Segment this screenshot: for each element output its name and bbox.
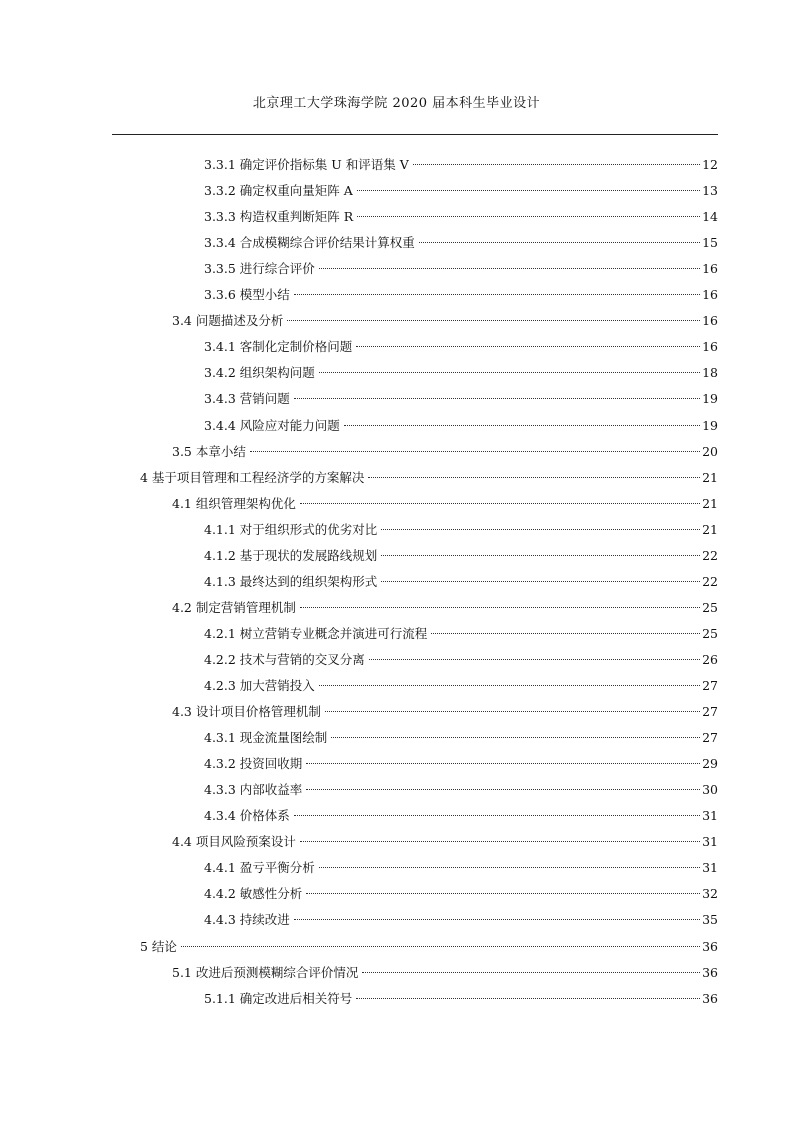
toc-entry-label: 3.4.2 组织架构问题 — [204, 365, 315, 381]
toc-dot-leader — [319, 372, 700, 373]
toc-dot-leader — [300, 503, 700, 504]
toc-entry-page-number: 36 — [702, 938, 718, 954]
toc-entry-label: 4.2.3 加大营销投入 — [204, 678, 315, 693]
toc-dot-leader — [319, 268, 700, 269]
toc-dot-leader — [250, 451, 700, 452]
toc-entry-label: 4.3.4 价格体系 — [204, 808, 290, 824]
toc-entry-label: 3.4.1 客制化定制价格问题 — [204, 339, 353, 355]
toc-entry-label: 3.3.6 模型小结 — [204, 287, 290, 303]
toc-entry-page-number: 21 — [702, 469, 718, 485]
toc-entry-page-number: 21 — [702, 495, 718, 511]
toc-dot-leader — [369, 659, 700, 660]
toc-dot-leader — [306, 789, 700, 790]
toc-entry[interactable] — [172, 308, 718, 334]
toc-dot-leader — [181, 946, 700, 947]
toc-entry-page-number: 27 — [702, 730, 718, 746]
toc-entry-page-number: 13 — [702, 183, 718, 199]
toc-entry[interactable] — [172, 699, 718, 725]
toc-entry-page-number: 16 — [702, 287, 718, 303]
toc-entry[interactable] — [204, 517, 718, 543]
toc-dot-leader — [381, 581, 700, 582]
toc-entry[interactable] — [204, 413, 718, 439]
toc-entry[interactable] — [204, 673, 718, 699]
toc-dot-leader — [294, 815, 700, 816]
toc-dot-leader — [357, 216, 700, 217]
toc-entry-label: 3.3.3 构造权重判断矩阵 R — [204, 209, 354, 225]
toc-entry-label: 3.4.4 风险应对能力问题 — [204, 417, 340, 433]
toc-dot-leader — [344, 425, 700, 426]
toc-entry[interactable] — [204, 907, 718, 933]
toc-entry-label: 3.4.3 营销问题 — [204, 391, 290, 407]
toc-entry-page-number: 36 — [702, 990, 718, 1006]
toc-entry[interactable] — [204, 543, 718, 569]
toc-entry-label: 4.4.1 盈亏平衡分析 — [204, 860, 315, 876]
toc-entry-page-number: 19 — [702, 391, 718, 407]
toc-entry-label: 4.4.2 敏感性分析 — [204, 886, 303, 902]
toc-entry-page-number: 15 — [702, 235, 718, 251]
toc-entry-label: 5.1 改进后预测模糊综合评价情况 — [172, 964, 359, 980]
toc-entry[interactable] — [204, 725, 718, 751]
toc-dot-leader — [419, 242, 700, 243]
toc-dot-leader — [306, 763, 700, 764]
toc-entry-label: 4.1.3 最终达到的组织架构形式 — [204, 573, 378, 589]
toc-entry-label: 4.1 组织管理架构优化 — [172, 495, 296, 511]
toc-dot-leader — [381, 529, 700, 530]
toc-dot-leader — [294, 294, 700, 295]
toc-entry[interactable] — [140, 934, 718, 960]
toc-entry[interactable] — [204, 986, 718, 1012]
toc-entry-page-number: 21 — [702, 521, 718, 537]
toc-entry[interactable] — [172, 960, 718, 986]
toc-entry-page-number: 27 — [702, 704, 718, 720]
toc-entry-page-number: 31 — [702, 808, 718, 824]
toc-dot-leader — [306, 893, 700, 894]
toc-entry-page-number: 31 — [702, 860, 718, 876]
toc-dot-leader — [368, 477, 700, 478]
toc-dot-leader — [356, 346, 700, 347]
toc-entry-label: 4.2.1 树立营销专业概念并演进可行流程 — [204, 625, 428, 641]
toc-entry-label: 4.4.3 持续改进 — [204, 912, 290, 928]
toc-dot-leader — [300, 841, 700, 842]
toc-dot-leader — [356, 998, 700, 999]
toc-entry[interactable] — [204, 621, 718, 647]
toc-dot-leader — [331, 737, 700, 738]
page-header-title: 北京理工大学珠海学院 2020 届本科生毕业设计 — [252, 96, 541, 111]
toc-entry-page-number: 25 — [702, 625, 718, 641]
toc-entry[interactable] — [204, 777, 718, 803]
toc-entry-page-number: 25 — [702, 599, 718, 615]
toc-dot-leader — [287, 320, 700, 321]
toc-entry-page-number: 16 — [702, 339, 718, 355]
toc-entry-label: 3.4 问题描述及分析 — [172, 313, 284, 329]
toc-entry[interactable] — [204, 282, 718, 308]
toc-entry-label: 3.3.2 确定权重向量矩阵 A — [204, 183, 353, 199]
toc-entry[interactable] — [204, 386, 718, 412]
toc-entry-page-number: 19 — [702, 417, 718, 433]
toc-entry-label: 4.3.1 现金流量图绘制 — [204, 730, 328, 746]
toc-entry-label: 4.3.2 投资回收期 — [204, 756, 303, 772]
toc-dot-leader — [319, 867, 700, 868]
toc-entry-label: 4.1.1 对于组织形式的优劣对比 — [204, 521, 378, 537]
toc-entry-label: 3.5 本章小结 — [172, 443, 246, 459]
toc-entry[interactable] — [204, 751, 718, 777]
toc-entry[interactable] — [204, 647, 718, 673]
toc-entry[interactable] — [204, 152, 718, 178]
toc-entry-page-number: 18 — [702, 365, 718, 381]
toc-entry-label: 5.1.1 确定改进后相关符号 — [204, 990, 353, 1006]
toc-entry-page-number: 16 — [702, 313, 718, 329]
toc-entry-label: 4.3 设计项目价格管理机制 — [172, 704, 321, 720]
toc-entry-label: 4.2.2 技术与营销的交叉分离 — [204, 651, 365, 667]
toc-entry-page-number: 26 — [702, 651, 718, 667]
toc-entry[interactable] — [204, 855, 718, 881]
toc-entry-page-number: 22 — [702, 573, 718, 589]
toc-entry-label: 5 结论 — [140, 938, 177, 954]
toc-dot-leader — [294, 398, 700, 399]
toc-dot-leader — [362, 972, 700, 973]
toc-entry-page-number: 31 — [702, 834, 718, 850]
toc-dot-leader — [300, 607, 700, 608]
toc-entry[interactable] — [204, 256, 718, 282]
toc-entry[interactable] — [204, 178, 718, 204]
toc-entry[interactable] — [172, 829, 718, 855]
toc-entry-label: 4.4 项目风险预案设计 — [172, 834, 296, 850]
toc-entry[interactable] — [172, 595, 718, 621]
toc-entry-label: 4.3.3 内部收益率 — [204, 782, 303, 798]
toc-dot-leader — [357, 190, 700, 191]
toc-dot-leader — [381, 555, 700, 556]
toc-entry-page-number: 35 — [702, 912, 718, 928]
toc-entry-label: 4 基于项目管理和工程经济学的方案解决 — [140, 469, 365, 485]
toc-entry[interactable] — [140, 465, 718, 491]
toc-dot-leader — [413, 164, 700, 165]
toc-entry-page-number: 36 — [702, 964, 718, 980]
toc-dot-leader — [325, 711, 700, 712]
toc-entry-page-number: 22 — [702, 547, 718, 563]
toc-entry-label: 4.2 制定营销管理机制 — [172, 599, 296, 615]
toc-dot-leader — [294, 919, 700, 920]
toc-entry[interactable] — [204, 204, 718, 230]
toc-dot-leader — [319, 685, 700, 686]
toc-dot-leader — [431, 633, 700, 634]
toc-entry[interactable] — [204, 569, 718, 595]
toc-entry[interactable] — [204, 803, 718, 829]
toc-entry[interactable] — [204, 334, 718, 360]
toc-entry-label: 3.3.5 进行综合评价 — [204, 261, 315, 277]
toc-entry-page-number: 20 — [702, 443, 718, 459]
toc-entry-page-number: 12 — [702, 157, 718, 172]
toc-entry-label: 4.1.2 基于现状的发展路线规划 — [204, 547, 378, 563]
toc-entry-label: 3.3.4 合成模糊综合评价结果计算权重 — [204, 235, 415, 251]
toc-entry-page-number: 27 — [702, 678, 718, 693]
toc-entry-page-number: 30 — [702, 782, 718, 798]
toc-entry-page-number: 32 — [702, 886, 718, 902]
toc-entry-page-number: 14 — [702, 209, 718, 225]
toc-entry-page-number: 29 — [702, 756, 718, 772]
toc-entry-label: 3.3.1 确定评价指标集 U 和评语集 V — [204, 157, 409, 172]
header-divider — [112, 134, 718, 135]
toc-entry[interactable] — [204, 360, 718, 386]
toc-entry[interactable] — [204, 881, 718, 907]
toc-entry-page-number: 16 — [702, 261, 718, 277]
toc-entry[interactable] — [172, 439, 718, 465]
toc-entry[interactable] — [172, 491, 718, 517]
toc-entry[interactable] — [204, 230, 718, 256]
